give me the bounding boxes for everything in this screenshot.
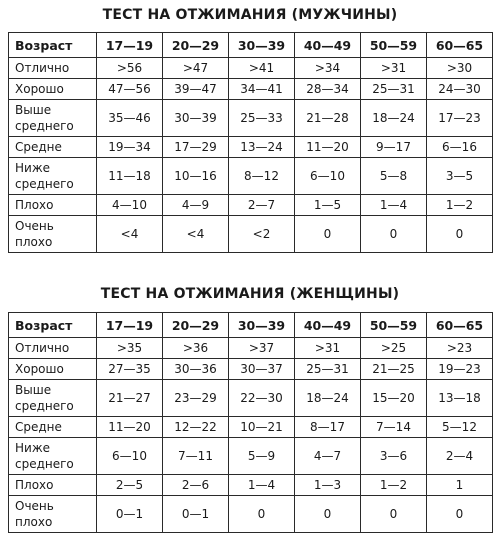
row-label: Выше среднего (9, 100, 97, 137)
table-cell: >47 (163, 58, 229, 79)
table-row (9, 137, 493, 158)
row-label: Отлично (9, 58, 97, 79)
table-cell: 10—21 (229, 417, 295, 438)
table-cell: 47—56 (97, 79, 163, 100)
row-label: Очень плохо (9, 496, 97, 533)
row-label: Ниже среднего (9, 158, 97, 195)
table-cell: >31 (295, 338, 361, 359)
table-cell: 6—10 (97, 438, 163, 475)
header-cell-age: Возраст (9, 33, 97, 58)
table-cell: 6—10 (295, 158, 361, 195)
table-cell: 10—16 (163, 158, 229, 195)
table-cell: 2—6 (163, 475, 229, 496)
table-cell: 17—29 (163, 137, 229, 158)
table-cell: 25—33 (229, 100, 295, 137)
table-cell: 5—12 (427, 417, 493, 438)
table-cell: 3—6 (361, 438, 427, 475)
row-label: Плохо (9, 475, 97, 496)
header-cell: 40—49 (295, 313, 361, 338)
table-cell: 13—24 (229, 137, 295, 158)
table-cell: 1 (427, 475, 493, 496)
header-cell: 17—19 (97, 33, 163, 58)
table-cell: 24—30 (427, 79, 493, 100)
row-label: Хорошо (9, 359, 97, 380)
table-cell: 17—23 (427, 100, 493, 137)
table-cell: 2—5 (97, 475, 163, 496)
row-label: Средне (9, 137, 97, 158)
table-row (9, 195, 493, 216)
table-cell: <4 (163, 216, 229, 253)
table-cell: 8—12 (229, 158, 295, 195)
table-cell: 11—18 (97, 158, 163, 195)
table-cell: 1—3 (295, 475, 361, 496)
table-cell: 21—27 (97, 380, 163, 417)
table-cell: 9—17 (361, 137, 427, 158)
table-cell: 12—22 (163, 417, 229, 438)
table-cell: 0 (361, 496, 427, 533)
table-row (9, 380, 493, 417)
table-cell: 1—2 (361, 475, 427, 496)
table-cell: 35—46 (97, 100, 163, 137)
table-cell: >37 (229, 338, 295, 359)
table-cell: 8—17 (295, 417, 361, 438)
table-cell: <4 (97, 216, 163, 253)
table-cell: 28—34 (295, 79, 361, 100)
table-cell: 6—16 (427, 137, 493, 158)
header-cell: 50—59 (361, 33, 427, 58)
table-header-row (9, 33, 493, 58)
table-cell: 19—23 (427, 359, 493, 380)
table-cell: <2 (229, 216, 295, 253)
row-label: Средне (9, 417, 97, 438)
table-cell: 19—34 (97, 137, 163, 158)
table-cell: 3—5 (427, 158, 493, 195)
table-header-row (9, 313, 493, 338)
table-cell: >25 (361, 338, 427, 359)
table-cell: 4—7 (295, 438, 361, 475)
table-cell: 5—8 (361, 158, 427, 195)
row-label: Хорошо (9, 79, 97, 100)
table-row (9, 496, 493, 533)
table-cell: 0 (427, 496, 493, 533)
header-cell: 20—29 (163, 33, 229, 58)
row-label: Выше среднего (9, 380, 97, 417)
header-cell: 17—19 (97, 313, 163, 338)
table-cell: 22—30 (229, 380, 295, 417)
table-cell: 0 (229, 496, 295, 533)
table-cell: 34—41 (229, 79, 295, 100)
table-row (9, 79, 493, 100)
table-cell: 0 (295, 216, 361, 253)
table-cell: >56 (97, 58, 163, 79)
header-cell-age: Возраст (9, 313, 97, 338)
table-cell: 1—5 (295, 195, 361, 216)
table-cell: >30 (427, 58, 493, 79)
table-cell: 5—9 (229, 438, 295, 475)
table-cell: 30—39 (163, 100, 229, 137)
table-cell: 0—1 (97, 496, 163, 533)
table-cell: 4—9 (163, 195, 229, 216)
table-cell: >35 (97, 338, 163, 359)
women-pushup-table (8, 312, 493, 533)
table-cell: 7—11 (163, 438, 229, 475)
table-cell: >41 (229, 58, 295, 79)
table-cell: >23 (427, 338, 493, 359)
table-cell: >36 (163, 338, 229, 359)
table-cell: 0 (361, 216, 427, 253)
table-cell: 0 (427, 216, 493, 253)
table-cell: 2—4 (427, 438, 493, 475)
header-cell: 30—39 (229, 33, 295, 58)
table-cell: 1—4 (361, 195, 427, 216)
table-cell: 15—20 (361, 380, 427, 417)
header-cell: 50—59 (361, 313, 427, 338)
row-label: Отлично (9, 338, 97, 359)
table-row (9, 359, 493, 380)
women-table-title: ТЕСТ НА ОТЖИМАНИЯ (ЖЕНЩИНЫ) (100, 286, 400, 302)
table-cell: 25—31 (295, 359, 361, 380)
row-label: Очень плохо (9, 216, 97, 253)
header-cell: 30—39 (229, 313, 295, 338)
header-cell: 40—49 (295, 33, 361, 58)
table-cell: 23—29 (163, 380, 229, 417)
table-cell: 1—4 (229, 475, 295, 496)
row-label: Плохо (9, 195, 97, 216)
table-row (9, 58, 493, 79)
table-cell: 27—35 (97, 359, 163, 380)
table-cell: 0 (295, 496, 361, 533)
table-cell: 30—36 (163, 359, 229, 380)
table-cell: 11—20 (295, 137, 361, 158)
table-row (9, 438, 493, 475)
header-cell: 60—65 (427, 313, 493, 338)
header-cell: 20—29 (163, 313, 229, 338)
table-cell: 39—47 (163, 79, 229, 100)
table-row (9, 216, 493, 253)
table-row (9, 417, 493, 438)
table-cell: 0—1 (163, 496, 229, 533)
table-cell: 13—18 (427, 380, 493, 417)
row-label: Ниже среднего (9, 438, 97, 475)
table-cell: 25—31 (361, 79, 427, 100)
men-pushup-table (8, 32, 493, 253)
men-table-title: ТЕСТ НА ОТЖИМАНИЯ (МУЖЧИНЫ) (102, 7, 398, 23)
table-cell: 18—24 (295, 380, 361, 417)
table-row (9, 475, 493, 496)
table-cell: >31 (361, 58, 427, 79)
table-cell: 11—20 (97, 417, 163, 438)
table-cell: 21—28 (295, 100, 361, 137)
table-cell: 18—24 (361, 100, 427, 137)
table-cell: 7—14 (361, 417, 427, 438)
table-cell: 4—10 (97, 195, 163, 216)
header-cell: 60—65 (427, 33, 493, 58)
table-cell: 1—2 (427, 195, 493, 216)
table-row (9, 100, 493, 137)
table-cell: 2—7 (229, 195, 295, 216)
table-cell: 30—37 (229, 359, 295, 380)
table-cell: >34 (295, 58, 361, 79)
table-row (9, 338, 493, 359)
table-cell: 21—25 (361, 359, 427, 380)
table-row (9, 158, 493, 195)
